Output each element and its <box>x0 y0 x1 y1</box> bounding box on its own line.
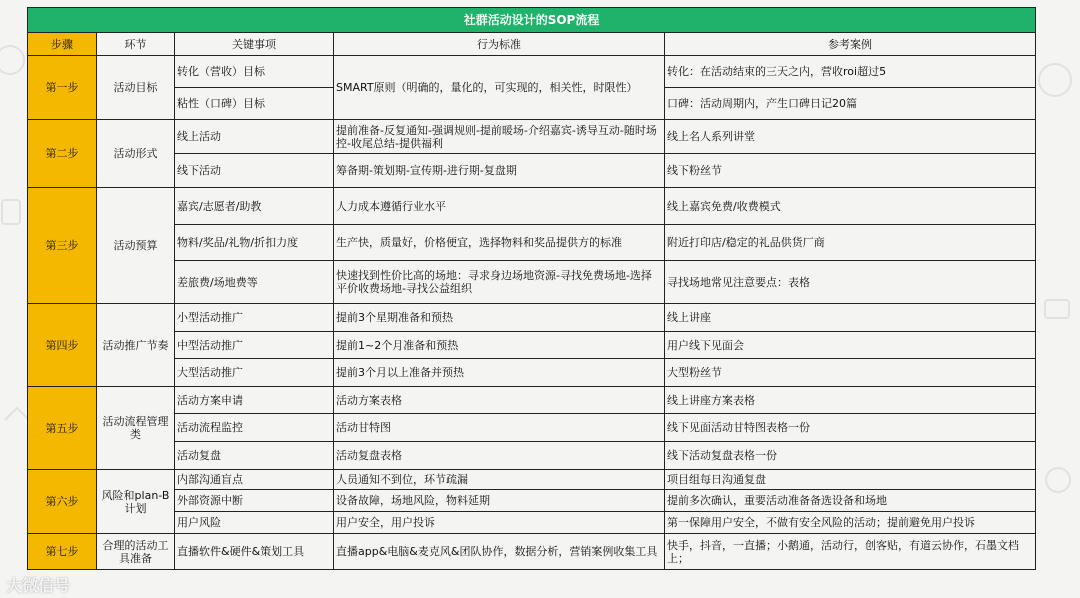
reference-case: 线上讲座方案表格 <box>665 387 1036 414</box>
reference-case: 线上嘉宾免费/收费模式 <box>665 188 1036 225</box>
key-item: 中型活动推广 <box>175 332 334 359</box>
reference-case: 寻找场地常见注意要点：表格 <box>665 261 1036 304</box>
key-item: 活动方案申请 <box>175 387 334 414</box>
behavior-standard: 人力成本遵循行业水平 <box>334 188 665 225</box>
step-label: 第三步 <box>28 188 97 304</box>
table-row <box>28 534 1036 570</box>
behavior-standard: 筹备期-策划期-宣传期-进行期-复盘期 <box>334 154 665 188</box>
reference-case: 线上讲座 <box>665 304 1036 332</box>
key-item: 用户风险 <box>175 512 334 534</box>
key-item: 差旅费/场地费等 <box>175 261 334 304</box>
step-label: 第四步 <box>28 304 97 387</box>
header-step: 步骤 <box>28 33 97 56</box>
table-row <box>28 490 1036 512</box>
stage-label: 活动流程管理类 <box>97 387 175 470</box>
step-label: 第二步 <box>28 120 97 188</box>
behavior-standard: 提前准备-反复通知-强调规则-提前暖场-介绍嘉宾-诱导互动-随时场控-收尾总结-提供福利 <box>334 120 665 154</box>
stage-label: 活动目标 <box>97 56 175 120</box>
key-item: 活动复盘 <box>175 442 334 470</box>
table-row <box>28 512 1036 534</box>
key-item: 直播软件&硬件&策划工具 <box>175 534 334 570</box>
behavior-standard: 直播app&电脑&麦克风&团队协作，数据分析，营销案例收集工具 <box>334 534 665 570</box>
stage-label: 活动形式 <box>97 120 175 188</box>
header-behavior-standard: 行为标准 <box>334 33 665 56</box>
stage-label: 合理的活动工具准备 <box>97 534 175 570</box>
reference-case: 项目组每日沟通复盘 <box>665 470 1036 490</box>
behavior-standard: 提前3个月以上准备并预热 <box>334 359 665 387</box>
table-row <box>28 332 1036 359</box>
step-label: 第七步 <box>28 534 97 570</box>
header-key-items: 关键事项 <box>175 33 334 56</box>
behavior-standard: 生产快，质量好，价格便宜，选择物料和奖品提供方的标准 <box>334 225 665 261</box>
reference-case: 附近打印店/稳定的礼品供货厂商 <box>665 225 1036 261</box>
behavior-standard: 提前3个星期准备和预热 <box>334 304 665 332</box>
step-label: 第一步 <box>28 56 97 120</box>
key-item: 大型活动推广 <box>175 359 334 387</box>
sop-table <box>27 7 1036 570</box>
behavior-standard: 用户安全，用户投诉 <box>334 512 665 534</box>
reference-case: 用户线下见面会 <box>665 332 1036 359</box>
watermark: 大微信号 <box>6 576 71 595</box>
reference-case: 第一保障用户安全，不做有安全风险的活动；提前避免用户投诉 <box>665 512 1036 534</box>
stage-label: 活动推广节奏 <box>97 304 175 387</box>
table-row <box>28 442 1036 470</box>
key-item: 外部资源中断 <box>175 490 334 512</box>
key-item: 小型活动推广 <box>175 304 334 332</box>
reference-case: 线下粉丝节 <box>665 154 1036 188</box>
key-item: 活动流程监控 <box>175 414 334 442</box>
key-item: 线下活动 <box>175 154 334 188</box>
key-item: 转化（营收）目标 <box>175 56 334 88</box>
reference-case: 线下见面活动甘特图表格一份 <box>665 414 1036 442</box>
table-row <box>28 154 1036 188</box>
step-label: 第六步 <box>28 470 97 534</box>
table-row <box>28 414 1036 442</box>
stage-label: 风险和plan-B计划 <box>97 470 175 534</box>
table-row <box>28 387 1036 414</box>
key-item: 嘉宾/志愿者/助教 <box>175 188 334 225</box>
table-title: 社群活动设计的SOP流程 <box>28 8 1036 33</box>
behavior-standard: 提前1~2个月准备和预热 <box>334 332 665 359</box>
behavior-standard: 设备故障，场地风险，物料延期 <box>334 490 665 512</box>
table-row <box>28 120 1036 154</box>
step-label: 第五步 <box>28 387 97 470</box>
table-row <box>28 188 1036 225</box>
stage-label: 活动预算 <box>97 188 175 304</box>
behavior-standard: 快速找到性价比高的场地：寻求身边场地资源-寻找免费场地-选择平价收费场地-寻找公益组织 <box>334 261 665 304</box>
reference-case: 提前多次确认，重要活动准备备选设备和场地 <box>665 490 1036 512</box>
behavior-standard: SMART原则（明确的，量化的，可实现的，相关性，时限性） <box>334 56 665 120</box>
table-row <box>28 470 1036 490</box>
key-item: 物料/奖品/礼物/折扣力度 <box>175 225 334 261</box>
behavior-standard: 活动方案表格 <box>334 387 665 414</box>
table-row <box>28 359 1036 387</box>
key-item: 线上活动 <box>175 120 334 154</box>
table-row <box>28 304 1036 332</box>
reference-case: 线下活动复盘表格一份 <box>665 442 1036 470</box>
reference-case: 快手，抖音，一直播；小鹅通，活动行，创客贴，有道云协作，石墨文档上； <box>665 534 1036 570</box>
behavior-standard: 活动复盘表格 <box>334 442 665 470</box>
behavior-standard: 活动甘特图 <box>334 414 665 442</box>
header-reference-case: 参考案例 <box>665 33 1036 56</box>
key-item: 内部沟通盲点 <box>175 470 334 490</box>
reference-case: 口碑：活动周期内，产生口碑日记20篇 <box>665 88 1036 120</box>
table-row <box>28 261 1036 304</box>
reference-case: 大型粉丝节 <box>665 359 1036 387</box>
key-item: 粘性（口碑）目标 <box>175 88 334 120</box>
behavior-standard: 人员通知不到位，环节疏漏 <box>334 470 665 490</box>
header-stage: 环节 <box>97 33 175 56</box>
reference-case: 线上名人系列讲堂 <box>665 120 1036 154</box>
table-row <box>28 56 1036 88</box>
reference-case: 转化：在活动结束的三天之内，营收roi超过5 <box>665 56 1036 88</box>
table-row <box>28 225 1036 261</box>
